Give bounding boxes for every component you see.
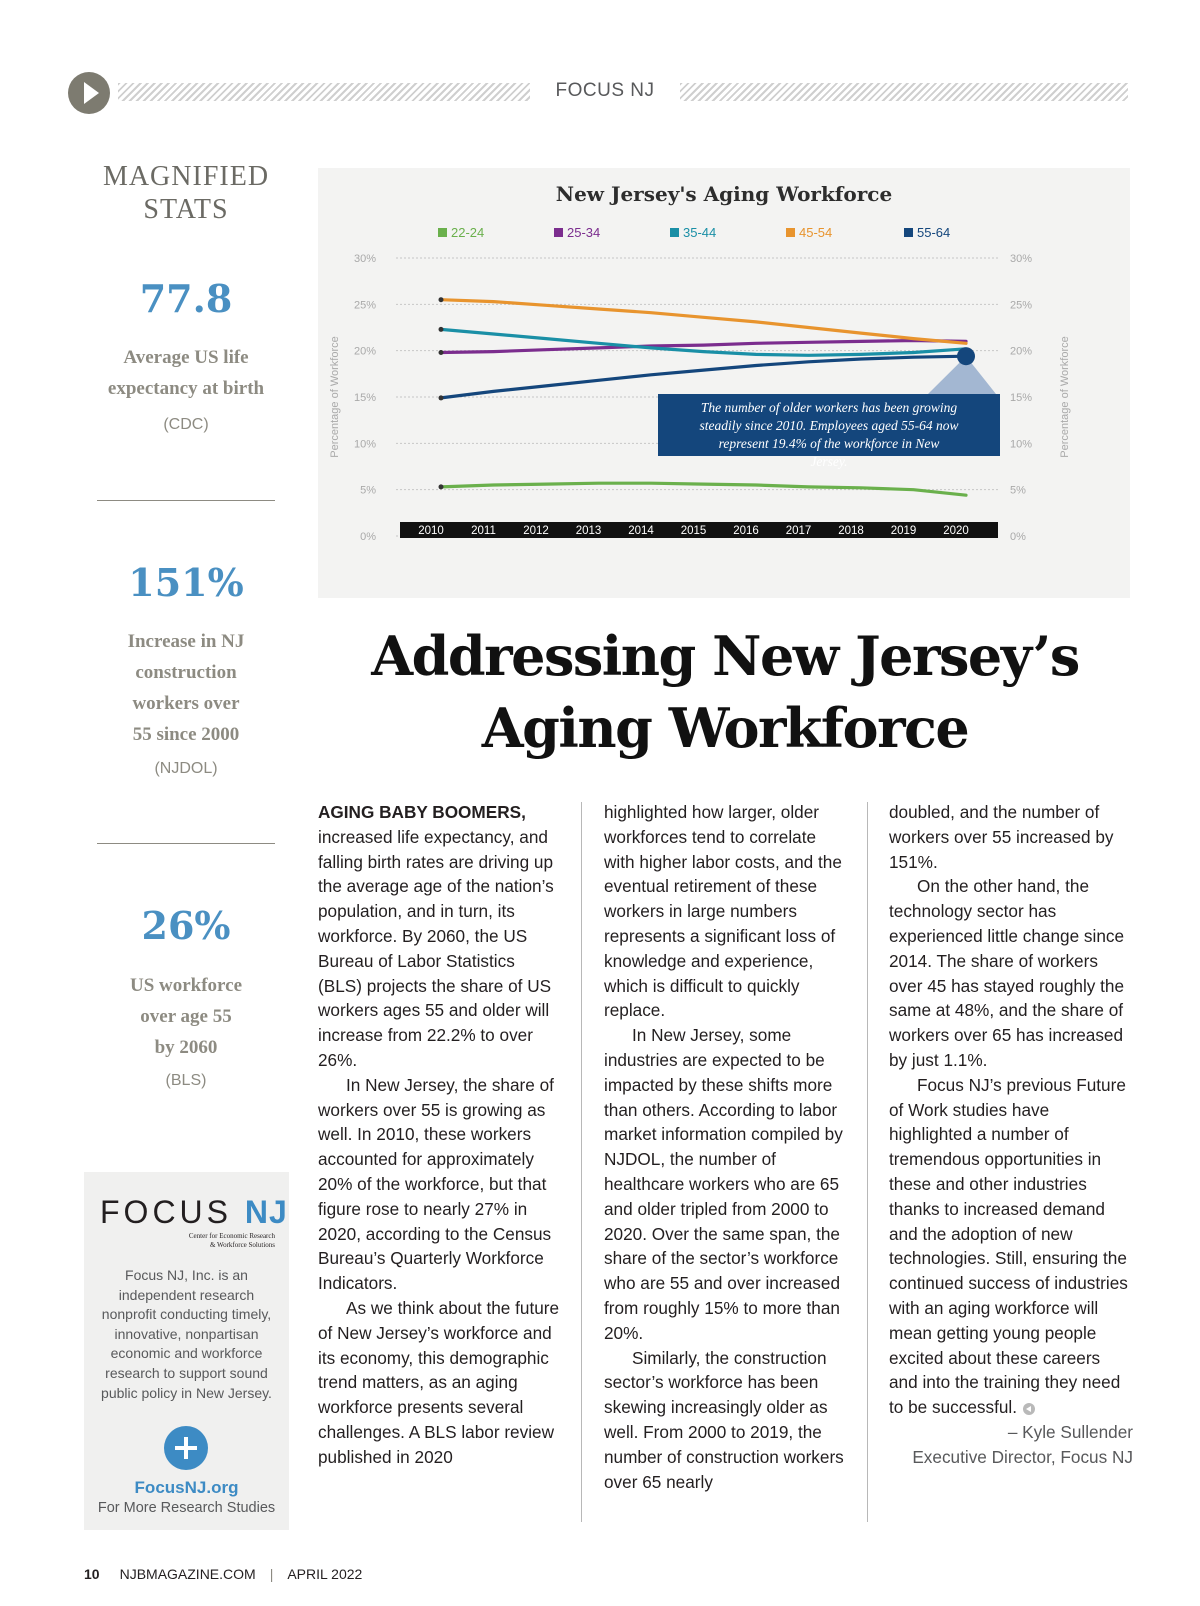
annotation-text: steadily since 2010. Employees aged 55-64 now — [699, 418, 959, 433]
logo-nj: NJ — [244, 1194, 288, 1230]
y-axis-label-left: Percentage of Workforce — [329, 336, 341, 458]
stat-value: 26% — [141, 903, 231, 948]
headline-line: Addressing New Jersey’s — [371, 624, 1079, 688]
play-icon — [68, 72, 110, 114]
article-paragraph: doubled, and the number of workers over 55 increased by 151%. — [889, 802, 1114, 872]
end-mark-icon — [1023, 1403, 1035, 1415]
footer-issue: APRIL 2022 — [287, 1566, 363, 1582]
workforce-line-chart — [318, 168, 1130, 598]
article-column-3 — [889, 800, 1133, 1470]
legend-label: 35-44 — [683, 225, 717, 240]
sidebar-divider — [97, 500, 275, 501]
x-tick-label: 2017 — [785, 525, 812, 537]
series-start-dot — [439, 297, 444, 302]
chart-title: New Jersey's Aging Workforce — [555, 182, 893, 206]
x-tick-label: 2015 — [680, 525, 707, 537]
article-column-1 — [318, 800, 562, 1470]
x-tick-label: 2011 — [471, 525, 496, 537]
sidebar-title-line: MAGNIFIED — [102, 161, 270, 192]
legend-label: 25-34 — [567, 225, 601, 240]
series-line — [441, 356, 966, 398]
article-paragraph: highlighted how larger, older workforces tend to correlate with higher labor costs, and the eventual retirement of these workers in large numbers represents a significant loss of knowledge and experience, which is difficult to quickly replace. — [604, 802, 842, 1021]
y-axis-label-right: Percentage of Workforce — [1059, 336, 1071, 458]
article-text: increased life expectancy, and falling birth rates are driving up the average age of the nation’s population, and in turn, its workforce. By 2060, the US Bureau of Labor Statistics (BLS) projects the share of US workers ages 55 and older will increase from 22.2% to over 26%. — [318, 826, 554, 1070]
logo-sub-line: Center for Economic Research — [188, 1232, 275, 1240]
series-start-dot — [439, 327, 444, 332]
focus-nj-logo-text — [100, 1194, 288, 1231]
stat-value: 151% — [128, 560, 244, 605]
section-label: FOCUS NJ — [555, 80, 655, 101]
column-divider — [867, 802, 868, 1522]
page-footer — [84, 1566, 362, 1582]
legend-swatch — [438, 228, 447, 237]
signature-title: Executive Director, Focus NJ — [912, 1446, 1133, 1467]
focus-nj-more-text: For More Research Studies — [97, 1500, 276, 1516]
stat-description-line: by 2060 — [154, 1037, 218, 1058]
y-tick-label-right: 5% — [1010, 484, 1026, 497]
article-paragraph: In New Jersey, some industries are expected to be impacted by these shifts more than others. According to labor market information compiled by NJDOL, the number of healthcare workers who are 65 and older tripled from 2000 to 2020. Over the same span, the share of the sector’s workforce who are 55 and over increased from roughly 15% to more than 20%. — [604, 1025, 843, 1343]
article-paragraph — [889, 1073, 1133, 1420]
y-tick-label-left: 10% — [353, 438, 376, 451]
y-tick-label-right: 15% — [1010, 392, 1033, 404]
y-tick-label-left: 20% — [353, 345, 376, 358]
x-tick-label: 2016 — [733, 525, 759, 537]
legend-swatch — [786, 228, 795, 237]
stat-description-line: construction — [135, 662, 237, 683]
logo-sub-line: & Workforce Solutions — [209, 1241, 275, 1249]
legend-label: 45-54 — [799, 225, 833, 240]
focus-nj-box — [84, 1172, 289, 1530]
stat-source: (NJDOL) — [154, 760, 218, 777]
focus-nj-logo — [100, 1194, 288, 1252]
column-divider — [581, 802, 582, 1522]
article-column-2 — [604, 800, 848, 1494]
article-paragraph: On the other hand, the technology sector has experienced little change since 2014. The share of workers over 45 has stayed roughly the same at 48%, and the share of workers over 65 has increased by just 1.1%. — [889, 876, 1125, 1070]
stat-source: (CDC) — [163, 416, 209, 433]
y-tick-label-left: 25% — [353, 299, 376, 312]
headline-line: Aging Workforce — [481, 696, 969, 760]
header-rule-right — [680, 83, 1128, 101]
chart-panel — [318, 168, 1130, 598]
focus-nj-link[interactable]: FocusNJ.org — [134, 1478, 239, 1497]
stat-value: 77.8 — [139, 276, 233, 321]
y-tick-label-left: 30% — [353, 253, 376, 265]
focus-nj-logo-subtitle — [145, 1232, 275, 1250]
y-tick-label-left: 0% — [360, 531, 376, 543]
page-number: 10 — [84, 1566, 100, 1582]
stat-description-line: Average US life — [123, 347, 249, 368]
stat-description — [86, 342, 286, 404]
stat-description-line: US workforce — [129, 975, 243, 996]
stat-description-line: expectancy at birth — [107, 378, 265, 399]
x-tick-label: 2013 — [575, 525, 602, 537]
logo-focus: FOCUS — [100, 1194, 232, 1230]
series-start-dot — [439, 350, 444, 355]
legend-swatch — [554, 228, 563, 237]
stat-description — [86, 626, 286, 750]
y-tick-label-right: 0% — [1010, 531, 1026, 543]
article-paragraph: As we think about the future of New Jersey’s workforce and its economy, this demographic trend matters, as an aging workforce presents several challenges. A BLS labor review published in 2020 — [318, 1297, 560, 1467]
x-tick-label: 2012 — [523, 525, 549, 537]
footer-separator: | — [269, 1566, 274, 1582]
article-headline — [320, 620, 1130, 764]
x-tick-label: 2010 — [418, 525, 444, 537]
x-tick-label: 2018 — [838, 525, 864, 537]
stat-description-line: workers over — [132, 693, 240, 714]
article-paragraph: In New Jersey, the share of workers over 55 is growing as well. In 2010, these workers accounted for approximately 20% of the workforce, but that figure rose to nearly 27% in 2020, according to the Census Bureau’s Quarterly Workforce Indicators. — [318, 1074, 554, 1294]
legend-label: 22-24 — [451, 225, 485, 240]
article-paragraph: Similarly, the construction sector’s workforce has been skewing increasingly older as well. From 2000 to 2019, the number of construction workers over 65 nearly — [604, 1347, 844, 1492]
focus-nj-description: Focus NJ, Inc. is an independent research nonprofit conducting timely, innovative, nonpartisan economic and workforce research to support sound public policy in New Jersey. — [101, 1267, 272, 1401]
x-tick-label: 2014 — [628, 525, 654, 537]
y-tick-label-left: 15% — [353, 392, 376, 404]
series-line — [441, 483, 966, 495]
x-tick-label: 2019 — [890, 525, 917, 537]
stat-description — [86, 970, 286, 1063]
plus-icon[interactable] — [164, 1426, 208, 1470]
footer-site: NJBMAGAZINE.COM — [119, 1566, 256, 1582]
sidebar-title — [86, 160, 286, 226]
y-tick-label-right: 30% — [1010, 253, 1033, 265]
annotation-text: Jersey. — [810, 454, 848, 469]
legend-swatch — [670, 228, 679, 237]
annotation-text: The number of older workers has been growing — [700, 400, 958, 415]
article-text: Focus NJ’s previous Future of Work studies have highlighted a number of tremendous opportunities in these and other industries thanks to increased demand and the adoption of new technologies. Still, ensuring the continued success of industries with an aging workforce will mean getting young people excited about these careers and into the training they need to be successful. — [889, 1074, 1128, 1418]
series-start-dot — [439, 395, 444, 400]
annotation-text: represent 19.4% of the workforce in New — [718, 436, 940, 451]
stat-description-line: 55 since 2000 — [132, 724, 240, 745]
highlight-dot — [957, 347, 975, 365]
x-tick-label: 2020 — [943, 525, 969, 537]
signature-name: – Kyle Sullender — [1007, 1421, 1133, 1442]
header-rule-left — [118, 83, 530, 101]
article-paragraph — [318, 800, 562, 1073]
series-start-dot — [439, 484, 444, 489]
sidebar-divider — [97, 843, 275, 844]
y-tick-label-right: 20% — [1010, 345, 1033, 358]
stat-description-line: Increase in NJ — [127, 631, 245, 652]
y-tick-label-left: 5% — [360, 484, 376, 497]
y-tick-label-right: 10% — [1010, 438, 1033, 451]
legend-swatch — [904, 228, 913, 237]
stat-description-line: over age 55 — [140, 1006, 232, 1027]
legend-label: 55-64 — [917, 225, 951, 240]
sidebar-title-line: STATS — [143, 194, 229, 225]
y-tick-label-right: 25% — [1010, 299, 1033, 312]
stat-source: (BLS) — [165, 1072, 207, 1089]
article-lead: AGING BABY BOOMERS, — [318, 802, 526, 822]
